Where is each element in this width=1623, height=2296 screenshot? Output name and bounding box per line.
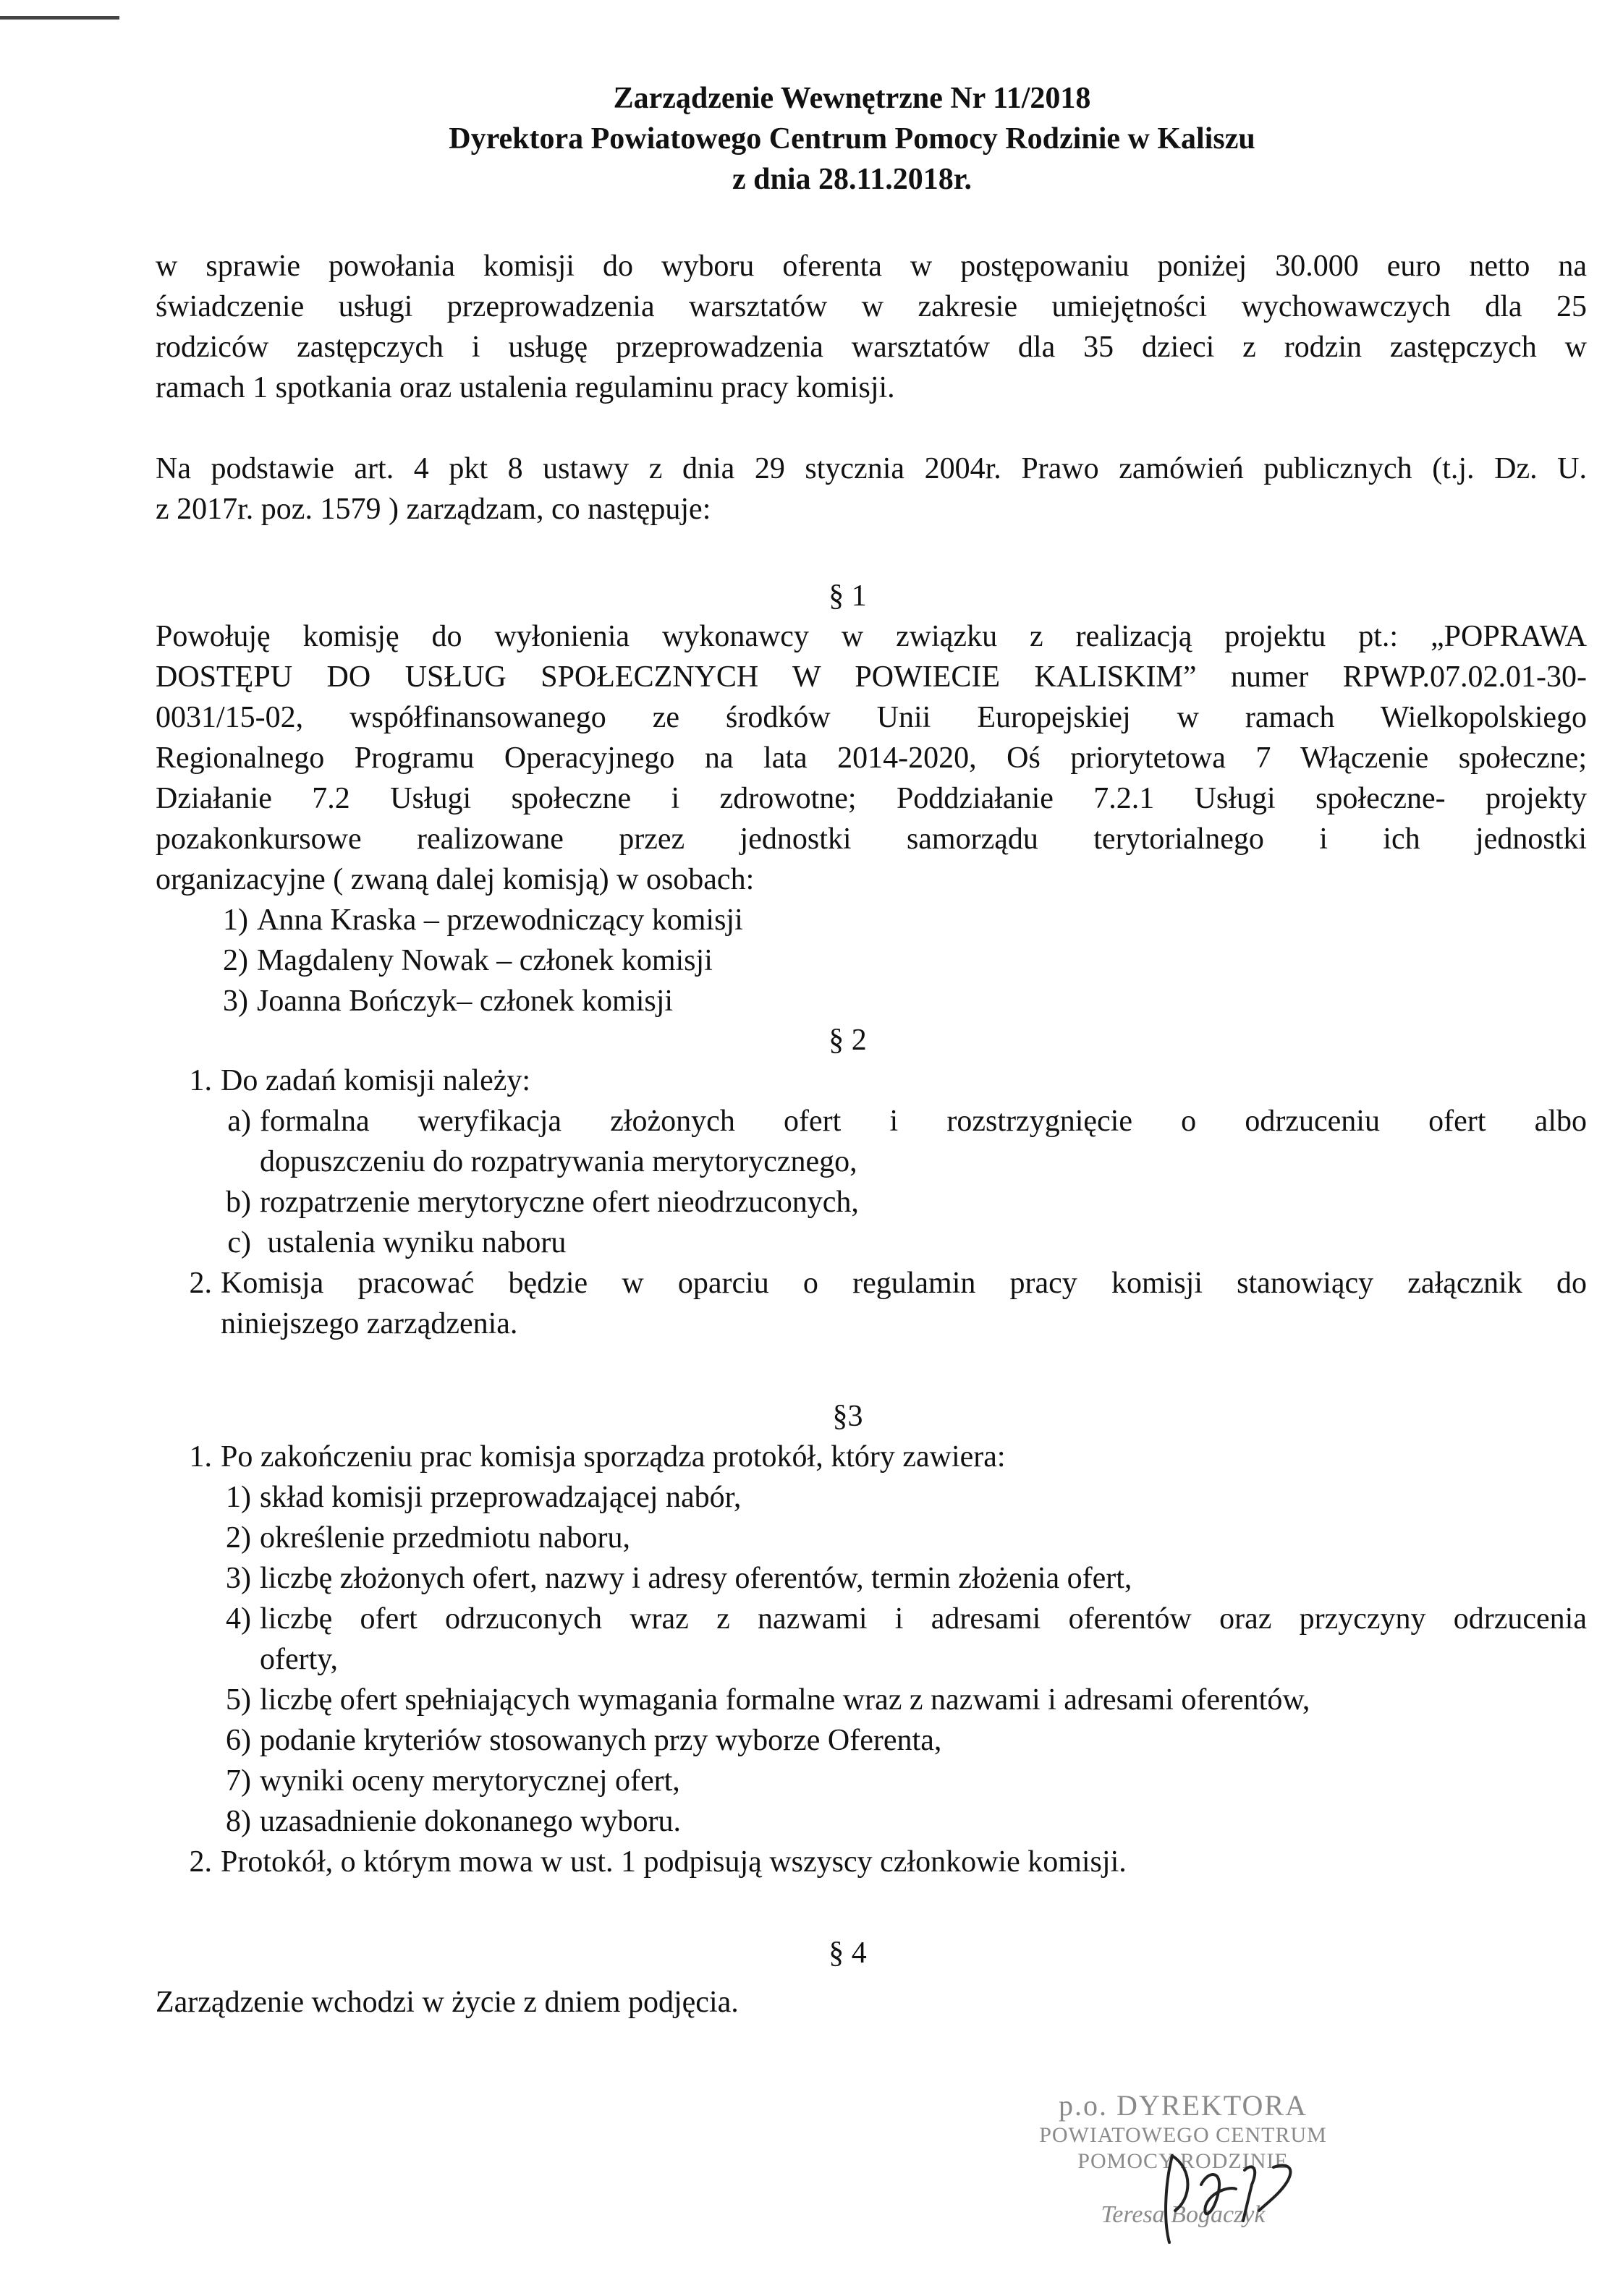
list-item: 7) wyniki oceny merytorycznej ofert, xyxy=(226,1764,680,1798)
subject-line-1: w sprawie powołania komisji do wyboru oferenta w postępowaniu poniżej 30.000 euro netto na xyxy=(156,250,1587,283)
list-item: 4) liczbę ofert odrzuconych wraz z nazwami i adresami oferentów oraz przyczyny odrzucenia xyxy=(226,1602,1587,1636)
s1-line-7: organizacyjne ( zwaną dalej komisją) w osobach: xyxy=(156,863,755,896)
stamp-line-3: POMOCY RODZINIE xyxy=(1077,2149,1289,2173)
s1-line-2: DOSTĘPU DO USŁUG SPOŁECZNYCH W POWIECIE KALISKIM” numer RPWP.07.02.01-30- xyxy=(156,660,1587,694)
list-item: 8) uzasadnienie dokonanego wyboru. xyxy=(226,1805,681,1838)
stamp-line-2: POWIATOWEGO CENTRUM xyxy=(1039,2123,1327,2147)
s1-line-1: Powołuję komisję do wyłonienia wykonawcy w związku z realizacją projektu pt.: „POPRAWA xyxy=(156,620,1587,653)
list-item: 3) liczbę złożonych ofert, nazwy i adresy oferentów, termin złożenia ofert, xyxy=(226,1562,1132,1595)
section-3-list xyxy=(156,1437,1587,1882)
list-item: 1) skład komisji przeprowadzającej nabór, xyxy=(226,1481,742,1514)
subject-line-2: świadczenie usługi przeprowadzenia warsztatów w zakresie umiejętności wychowawczych dla 25 xyxy=(156,290,1587,323)
subject-line-3: rodziców zastępczych i usługę przeprowadzenia warsztatów dla 35 dzieci z rodzin zastępczych w xyxy=(156,331,1587,364)
s1-line-6: pozakonkursowe realizowane przez jednostki samorządu terytorialnego i ich jednostki xyxy=(156,822,1587,856)
list-item: 3) Joanna Bończyk– członek komisji xyxy=(223,985,674,1018)
scan-edge-mark xyxy=(0,16,119,20)
stamp-line-1: p.o. DYREKTORA xyxy=(1059,2089,1308,2122)
list-item: 2. Komisja pracować będzie w oparciu o regulamin pracy komisji stanowiący załącznik do xyxy=(189,1267,1587,1300)
document-title xyxy=(0,78,1623,200)
handwritten-signature xyxy=(1143,2141,1331,2250)
section-4-paragraph xyxy=(156,1982,1587,2023)
section-1-paragraph xyxy=(156,616,1587,900)
list-item: 2. Protokół, o którym mowa w ust. 1 podpisują wszyscy członkowie komisji. xyxy=(189,1845,1127,1879)
basis-line-2: z 2017r. poz. 1579 ) zarządzam, co następuje: xyxy=(156,493,711,526)
list-item: c) ustalenia wyniku naboru xyxy=(227,1226,567,1259)
s1-line-5: Działanie 7.2 Usługi społeczne i zdrowotne; Poddziałanie 7.2.1 Usługi społeczne- projekty xyxy=(156,782,1587,815)
list-item: 1. Po zakończeniu prac komisja sporządza protokół, który zawiera: xyxy=(189,1440,1006,1474)
s4-text: Zarządzenie wchodzi w życie z dniem podjęcia. xyxy=(156,1986,739,2019)
legal-basis-paragraph xyxy=(156,448,1587,530)
subject-paragraph xyxy=(156,246,1587,408)
subject-line-4: ramach 1 spotkania oraz ustalenia regulaminu pracy komisji. xyxy=(156,371,895,404)
list-item: b) rozpatrzenie merytoryczne ofert nieodrzuconych, xyxy=(226,1186,859,1219)
s1-line-3: 0031/15-02, współfinansowanego ze środków Unii Europejskiej w ramach Wielkopolskiego xyxy=(156,701,1587,734)
list-item: 1) Anna Kraska – przewodniczący komisji xyxy=(223,903,743,937)
list-item-continuation: oferty, xyxy=(260,1643,339,1676)
s1-line-4: Regionalnego Programu Operacyjnego na lata 2014-2020, Oś priorytetowa 7 Włączenie społeczne; xyxy=(156,741,1587,775)
section-4-heading: § 4 xyxy=(829,1936,867,1970)
list-item: 2) Magdaleny Nowak – członek komisji xyxy=(223,944,713,977)
list-item: a) formalna weryfikacja złożonych ofert i rozstrzygnięcie o odrzuceniu ofert albo xyxy=(227,1105,1587,1138)
title-line-2: Dyrektora Powiatowego Centrum Pomocy Rodzinie w Kaliszu xyxy=(449,122,1255,156)
list-item: 5) liczbę ofert spełniających wymagania formalne wraz z nazwami i adresami oferentów, xyxy=(226,1683,1310,1717)
list-item-continuation: dopuszczeniu do rozpatrywania merytorycznego, xyxy=(260,1145,857,1178)
section-1-heading: § 1 xyxy=(829,579,867,613)
title-line-3: z dnia 28.11.2018r. xyxy=(732,163,972,196)
section-2-list xyxy=(156,1060,1587,1344)
committee-members-list xyxy=(156,900,1587,1021)
title-line-1: Zarządzenie Wewnętrzne Nr 11/2018 xyxy=(613,82,1091,115)
list-item-continuation: niniejszego zarządzenia. xyxy=(221,1307,518,1340)
list-item: 6) podanie kryteriów stosowanych przy wyborze Oferenta, xyxy=(226,1724,942,1757)
section-2-heading: § 2 xyxy=(829,1024,867,1057)
stamp-name: Teresa Bogaczyk xyxy=(1101,2201,1266,2228)
list-item: 2) określenie przedmiotu naboru, xyxy=(226,1521,630,1555)
list-item: 1. Do zadań komisji należy: xyxy=(189,1064,531,1097)
section-3-heading: §3 xyxy=(832,1400,863,1433)
basis-line-1: Na podstawie art. 4 pkt 8 ustawy z dnia 29 stycznia 2004r. Prawo zamówień publicznych (t.j. Dz. U. xyxy=(156,452,1587,485)
